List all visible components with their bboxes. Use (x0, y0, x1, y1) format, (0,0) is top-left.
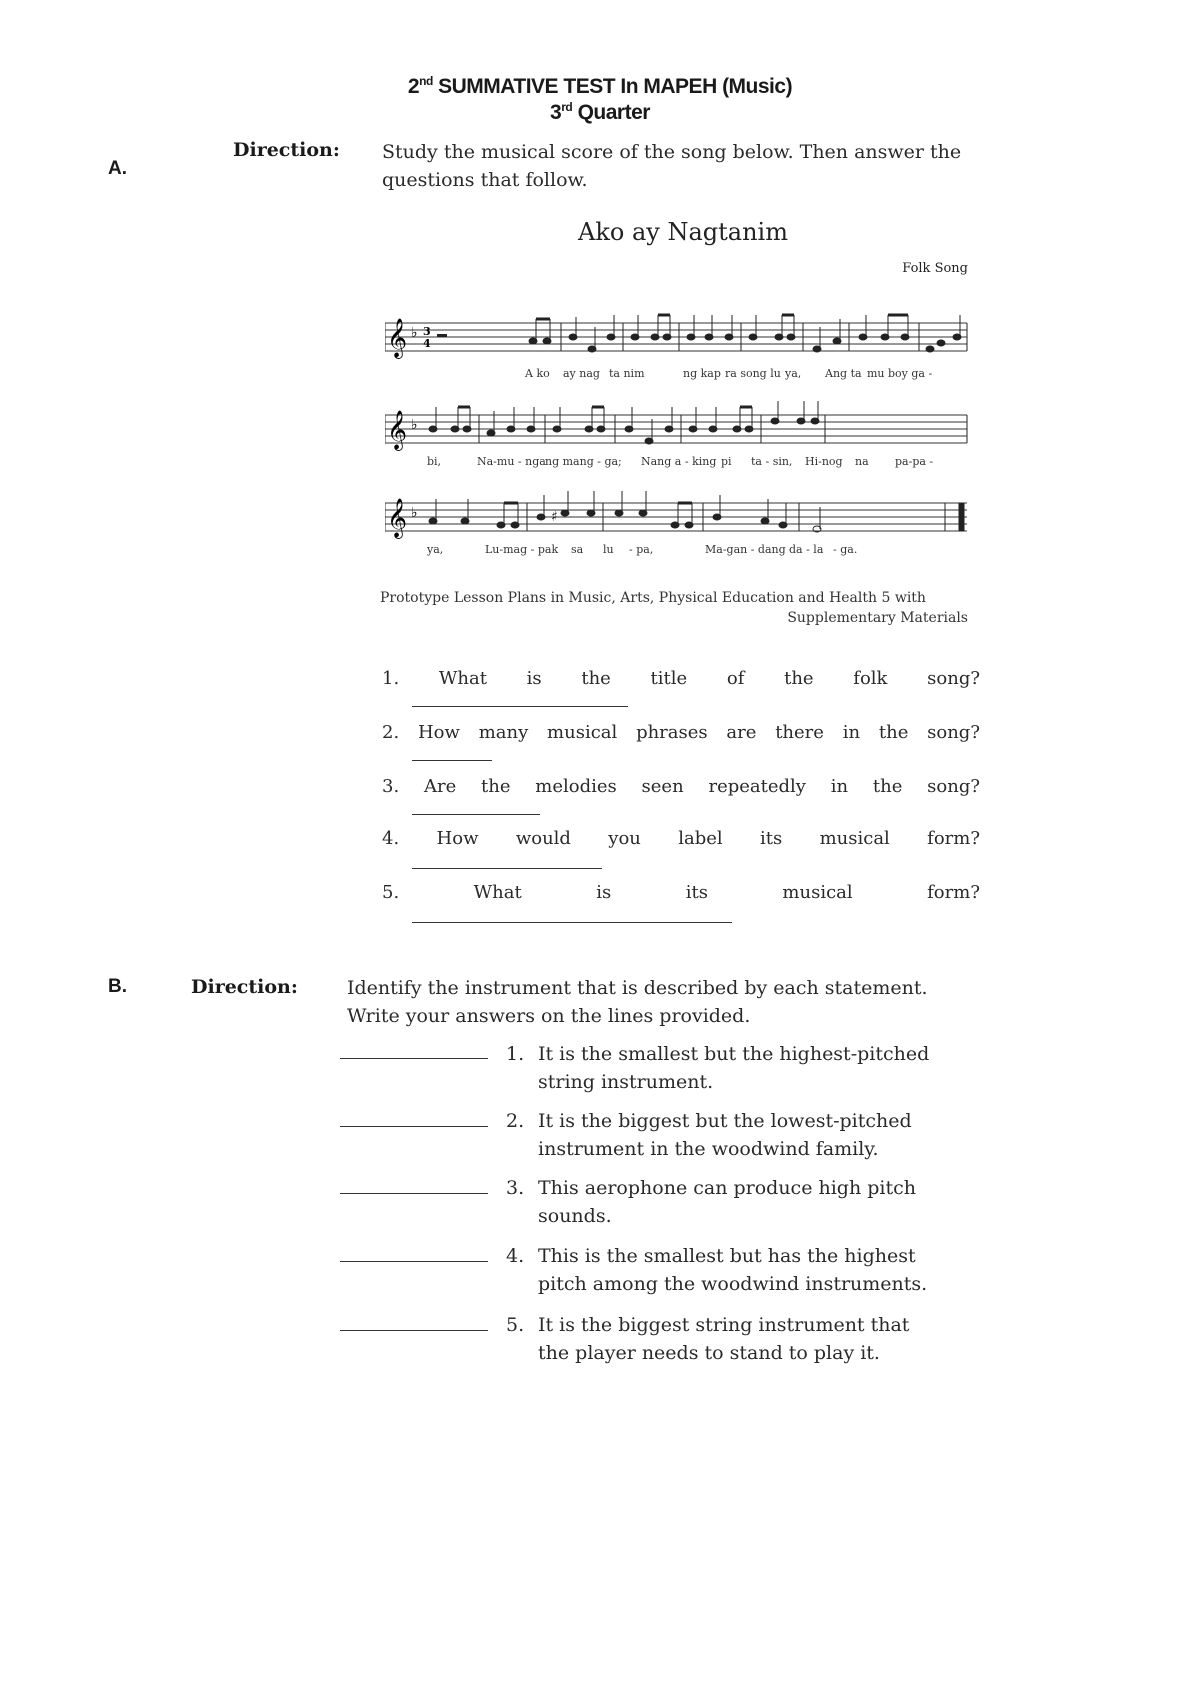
staff-2 (385, 401, 967, 451)
svg-text:Ang ta: Ang ta (825, 367, 862, 380)
svg-text:mu boy ga -: mu boy ga - (867, 367, 933, 380)
svg-text:♭: ♭ (411, 505, 418, 521)
question-5: 5. What is its musical form? (382, 882, 980, 903)
b-answer-line-4[interactable] (340, 1261, 488, 1262)
svg-text:4: 4 (423, 337, 431, 350)
staff-3 (385, 491, 967, 539)
song-composer: Folk Song (902, 261, 968, 276)
svg-text:ng mang - ga;: ng mang - ga; (545, 455, 622, 468)
answer-line-1[interactable] (412, 706, 628, 707)
svg-text:Lu-mag - pak: Lu-mag - pak (485, 543, 559, 556)
svg-text:pa-pa -: pa-pa - (895, 455, 934, 468)
svg-text:Ma-gan - dang: Ma-gan - dang (705, 543, 786, 556)
svg-text:- pa,: - pa, (629, 543, 654, 556)
answer-line-5[interactable] (412, 922, 732, 923)
question-1: 1. What is the title of the folk song? (382, 668, 980, 689)
svg-text:pi: pi (721, 455, 732, 468)
b-item-1: 1. It is the smallest but the highest-pitched string instrument. (506, 1043, 930, 1093)
svg-text:da - la: da - la (789, 543, 824, 556)
b-item-2: 2. It is the biggest but the lowest-pitched instrument in the woodwind family. (506, 1110, 912, 1160)
section-b-direction-text: Identify the instrument that is described by each statement. Write your answers on the lines provided. (347, 977, 928, 1027)
svg-text:bi,: bi, (427, 455, 442, 468)
svg-text:Hi-nog: Hi-nog (805, 455, 843, 468)
answer-line-4[interactable] (412, 868, 602, 869)
section-b-letter: B. (108, 976, 127, 997)
svg-text:ng kap: ng kap (683, 367, 721, 380)
svg-text:♭: ♭ (411, 417, 418, 433)
svg-text:Nang a - king: Nang a - king (641, 455, 717, 468)
svg-text:Na-mu - nga: Na-mu - nga (477, 455, 546, 468)
svg-text:3: 3 (423, 325, 431, 338)
score-source: Prototype Lesson Plans in Music, Arts, Physical Education and Health 5 with Supplementary Materials (380, 590, 968, 626)
song-title: Ako ay Nagtanim (578, 218, 788, 246)
svg-text:na: na (855, 455, 869, 468)
svg-text:sa: sa (571, 543, 584, 556)
b-answer-line-2[interactable] (340, 1126, 488, 1127)
question-4: 4. How would you label its musical form? (382, 828, 980, 849)
svg-text:ta - sin,: ta - sin, (751, 455, 793, 468)
b-answer-line-5[interactable] (340, 1330, 488, 1331)
svg-text:♭: ♭ (411, 325, 418, 341)
question-3: 3. Are the melodies seen repeatedly in the song? (382, 776, 980, 797)
answer-line-2[interactable] (412, 760, 492, 761)
b-item-3: 3. This aerophone can produce high pitch sounds. (506, 1177, 916, 1227)
svg-text:ya,: ya, (785, 367, 802, 380)
b-answer-line-1[interactable] (340, 1058, 488, 1059)
b-item-5: 5. It is the biggest string instrument that the player needs to stand to play it. (506, 1314, 910, 1364)
test-title: 2nd SUMMATIVE TEST In MAPEH (Music) (407, 74, 793, 98)
b-item-4: 4. This is the smallest but has the highest pitch among the woodwind instruments. (506, 1245, 928, 1295)
treble-clef-icon: 𝄞 (387, 318, 408, 358)
svg-text:ay nag: ay nag (563, 367, 600, 380)
svg-text:𝄞: 𝄞 (387, 410, 408, 450)
answer-line-3[interactable] (412, 814, 540, 815)
svg-text:- ga.: - ga. (833, 543, 858, 556)
svg-text:ya,: ya, (427, 543, 444, 556)
quarter-subtitle: 3rd Quarter (550, 100, 650, 124)
svg-text:ta nim: ta nim (609, 367, 645, 380)
svg-text:A ko: A ko (525, 367, 550, 380)
section-b-direction-label: Direction: (191, 976, 298, 998)
svg-text:lu: lu (603, 543, 614, 556)
staff-1 (385, 315, 967, 359)
section-a-direction-label: Direction: (233, 139, 340, 161)
svg-text:♯: ♯ (551, 509, 558, 525)
section-a-letter: A. (108, 158, 127, 179)
question-2: 2. How many musical phrases are there in the song? (382, 722, 980, 743)
b-answer-line-3[interactable] (340, 1193, 488, 1194)
svg-text:ra song lu: ra song lu (725, 367, 781, 380)
svg-text:𝄞: 𝄞 (387, 498, 408, 538)
section-a-direction-text: Study the musical score of the song below. Then answer the questions that follow. (382, 141, 962, 191)
musical-score (385, 305, 975, 575)
